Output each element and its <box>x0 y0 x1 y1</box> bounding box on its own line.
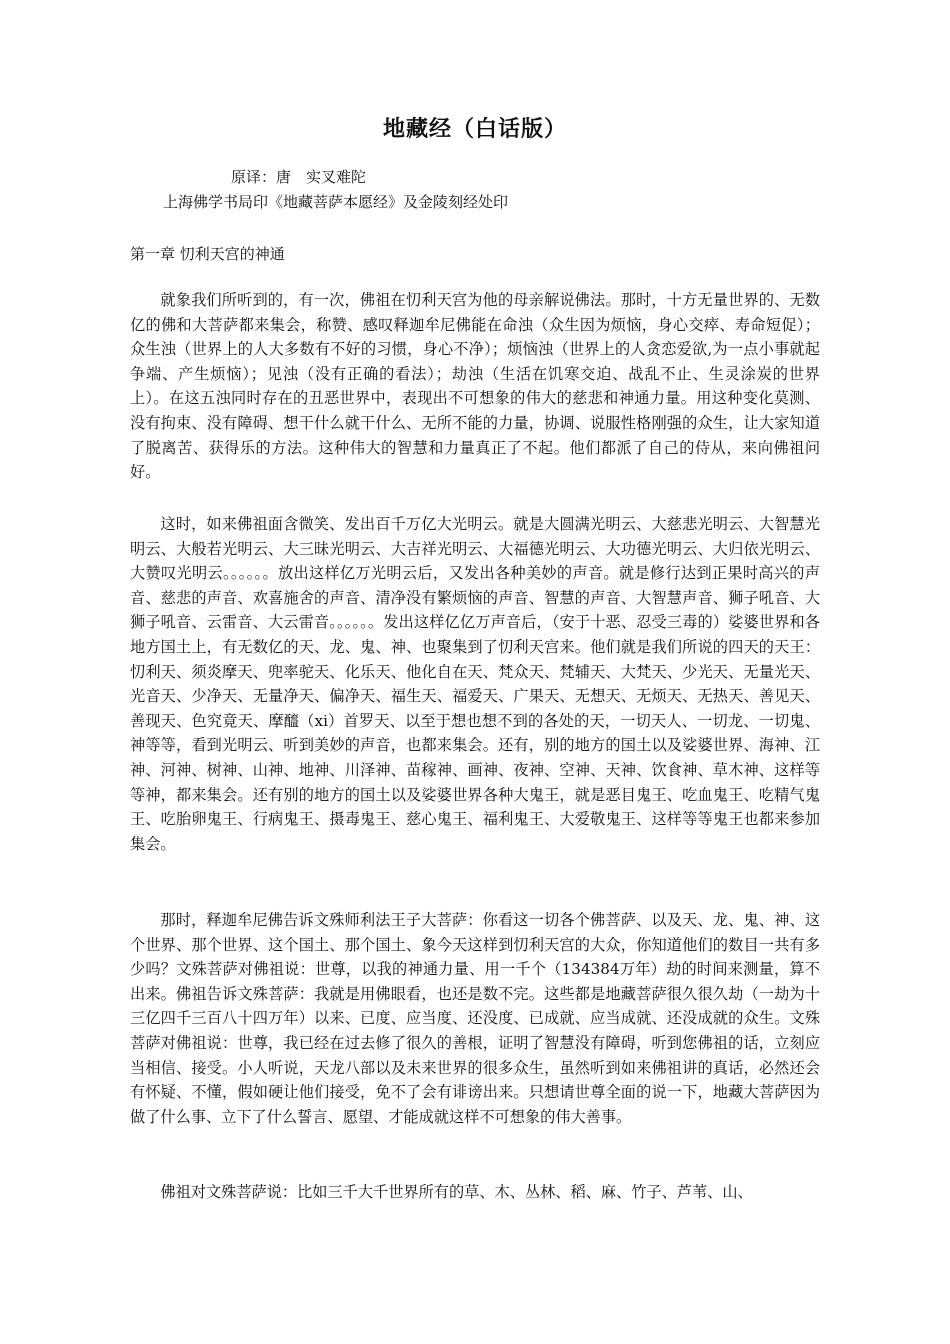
source-line: 上海佛学书局印《地藏菩萨本愿经》及金陵刻经处印 <box>163 193 509 211</box>
paragraph-3: 那时，释迦牟尼佛告诉文殊师利法王子大菩萨：你看这一切各个佛菩萨、以及天、龙、鬼、神、这个世界、那个世界、这个国土、那个国土、象今天这样到忉利天宫的大众，你知道他们的数目一共有多少吗？文殊菩萨对佛祖说：世尊，以我的神通力量、用一千个（134384万年）劫的时间来测量，算不出来。佛祖告诉文殊菩萨：我就是用佛眼看，也还是数不完。这些都是地藏菩萨很久很久劫（一劫为十三亿四千三百八十四万年）以来、已度、应当度、还没度、已成就、应当成就、还没成就的众生。文殊菩萨对佛祖说：世尊，我已经在过去修了很久的善根，证明了智慧没有障碍，听到您佛祖的话，立刻应当相信、接受。小人听说，天龙八部以及未来世界的很多众生，虽然听到如来佛祖讲的真话，必然还会有怀疑、不懂，假如硬让他们接受，免不了会有诽谤出来。只想请世尊全面的说一下，地藏大菩萨因为做了什么事、立下了什么誓言、愿望、才能成就这样不可想象的伟大善事。 <box>130 911 820 1126</box>
chapter-heading: 第一章 忉利天宫的神通 <box>130 245 285 263</box>
document-title: 地藏经（白话版） <box>382 117 567 142</box>
paragraph-4: 佛祖对文殊菩萨说：比如三千大千世界所有的草、木、丛林、稻、麻、竹子、芦苇、山、 <box>160 1183 753 1201</box>
paragraph-1: 就象我们所听到的，有一次，佛祖在忉利天宫为他的母亲解说佛法。那时，十方无量世界的、无数亿的佛和大菩萨都来集会，称赞、感叹释迦牟尼佛能在命浊（众生因为烦恼，身心交瘁、寿命短促）；众生浊（世界上的人大多数有不好的习惯，身心不净）；烦恼浊（世界上的人贪恋爱欲,为一点小事就起争端、产生烦恼）；见浊（没有正确的看法）；劫浊（生活在饥寒交迫、战乱不止、生灵涂炭的世界上）。在这五浊同时存在的丑恶世界中，表现出不可想象的伟大的慈悲和神通力量。用这种变化莫测、没有拘束、没有障碍、想干什么就干什么、无所不能的力量，协调、说服性格刚强的众生，让大家知道了脱离苦、获得乐的方法。这种伟大的智慧和力量真正了不起。他们都派了自己的侍从，来向佛祖问好。 <box>130 291 820 482</box>
translator-line: 原译：唐 实叉难陀 <box>231 168 367 186</box>
paragraph-2: 这时，如来佛祖面含微笑、发出百千万亿大光明云。就是大圆满光明云、大慈悲光明云、大智慧光明云、大般若光明云、大三昧光明云、大吉祥光明云、大福德光明云、大功德光明云、大归依光明云、大赞叹光明云。。。。。。放出这样亿万光明云后，又发出各种美妙的声音。就是修行达到正果时高兴的声音、慈悲的声音、欢喜施舍的声音、清净没有繁烦恼的声音、智慧的声音、大智慧声音、狮子吼音、大狮子吼音、云雷音、大云雷音。。。。。。发出这样亿亿万声音后，（安于十恶、忍受三毒的）娑婆世界和各地方国土上，有无数亿的天、龙、鬼、神、也聚集到了忉利天宫来。他们就是我们所说的四天的天王：忉利天、须炎摩天、兜率驼天、化乐天、他化自在天、梵众天、梵辅天、大梵天、少光天、无量光天、光音天、少净天、无量净天、偏净天、福生天、福爱天、广果天、无想天、无烦天、无热天、善见天、善现天、色究竟天、摩醯（xi）首罗天、以至于想也想不到的各处的天，一切天人、一切龙、一切鬼、神等等，看到光明云、听到美妙的声音，也都来集会。还有，别的地方的国土以及娑婆世界、海神、江神、河神、树神、山神、地神、川泽神、苗稼神、画神、夜神、空神、天神、饮食神、草木神、这样等等神，都来集会。还有别的地方的国土以及娑婆世界各种大鬼王，就是恶目鬼王、吃血鬼王、吃精气鬼王、吃胎卵鬼王、行病鬼王、摄毒鬼王、慈心鬼王、福利鬼王、大爱敬鬼王、这样等等鬼王也都来参加集会。 <box>130 515 820 853</box>
